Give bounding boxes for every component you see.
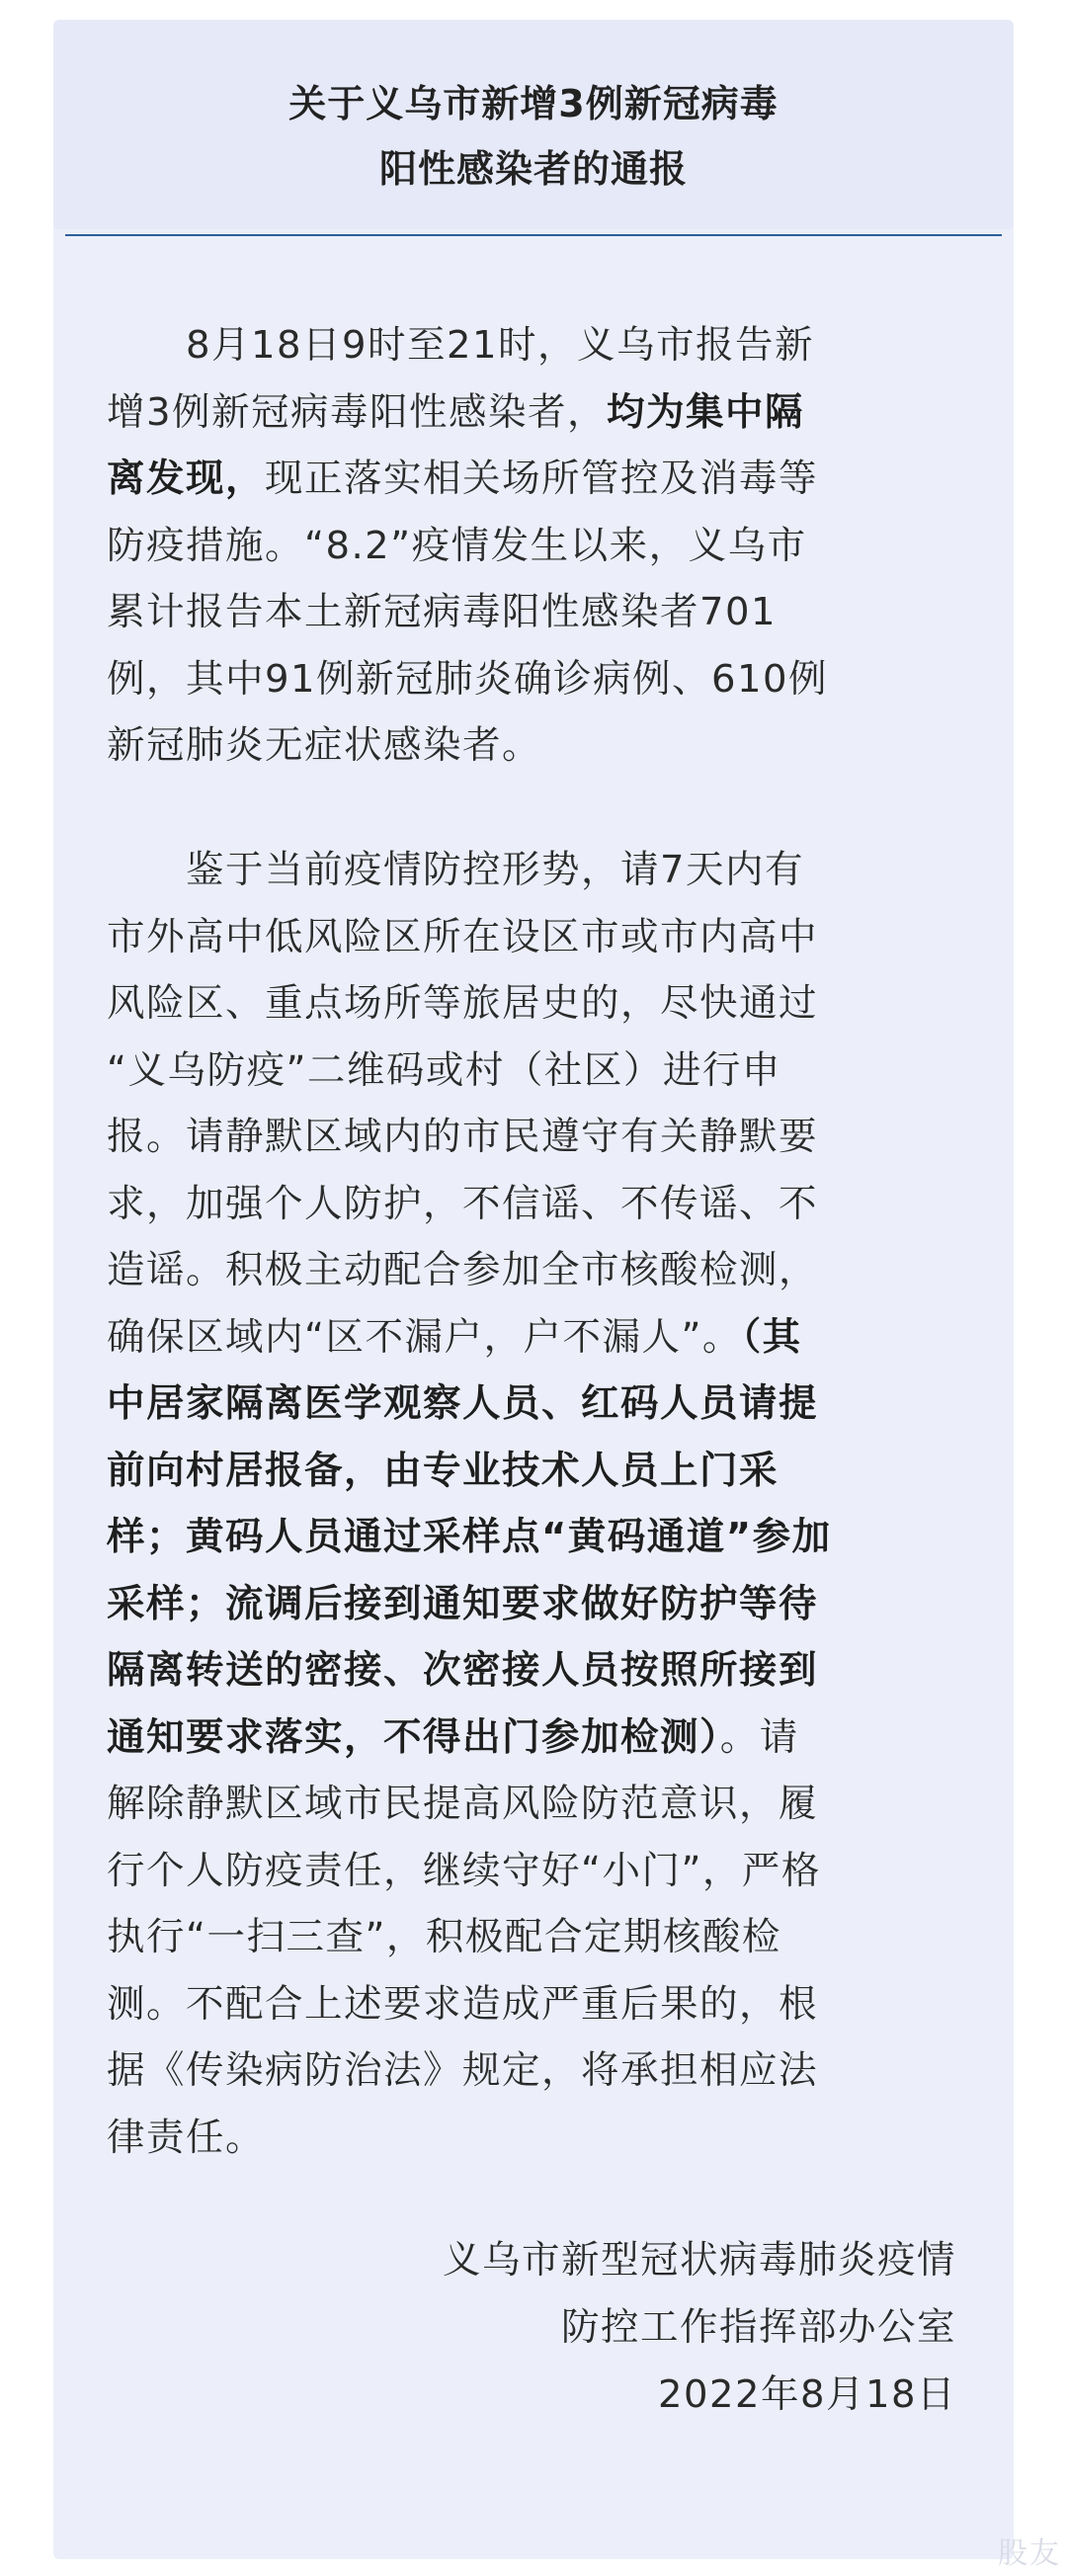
text-run: 现正落实相关场所管控及消毒等 <box>265 457 819 501</box>
issue-date: 2022年8月18日 <box>658 2372 956 2417</box>
watermark: 股友 <box>998 2536 1061 2571</box>
issuer-line-2: 防控工作指挥部办公室 <box>560 2305 956 2350</box>
text-line: 解除静默区域市民提高风险防范意识，履 <box>107 1782 819 1826</box>
text-line: 市外高中低风险区所在设区市或市内高中 <box>107 914 819 959</box>
text-run: 确保区域内“区不漏户，户不漏人”。 <box>107 1314 742 1360</box>
text-line: 累计报告本土新冠病毒阳性感染者701 <box>107 590 777 634</box>
bold-text-run: 隔离转送的密接、次密接人员按照所接到 <box>107 1648 819 1693</box>
bold-text-run: （其 <box>741 1314 802 1360</box>
signature-block <box>443 2227 956 2429</box>
text-line <box>107 1704 960 1772</box>
text-line: 律责任。 <box>107 2115 266 2160</box>
text-line: 报。请静默区域内的市民遵守有关静默要 <box>107 1115 819 1159</box>
text-line: 测。不配合上述要求造成严重后果的，根 <box>107 1981 819 2027</box>
title-divider <box>65 234 1002 236</box>
text-line <box>107 446 960 513</box>
text-line <box>107 1438 960 1505</box>
text-line: 据《传染病防治法》规定，将承担相应法 <box>107 2048 819 2093</box>
bold-text-run: 中居家隔离医学观察人员、红码人员请提 <box>107 1381 819 1426</box>
title-line-2: 阳性感染者的通报 <box>378 147 688 191</box>
text-line: 新冠肺炎无症状感染者。 <box>107 723 542 768</box>
notice-title <box>53 71 1014 202</box>
bold-text-run: 采样；流调后接到通知要求做好防护等待 <box>107 1581 819 1626</box>
issuer-line-1: 义乌市新型冠状病毒肺炎疫情 <box>442 2238 956 2283</box>
text-line: 造谣。积极主动配合参加全市核酸检测， <box>107 1248 819 1292</box>
text-run: 增3例新冠病毒阳性感染者， <box>107 389 607 435</box>
text-line <box>107 1571 960 1638</box>
text-line: 8月18日9时至21时，义乌市报告新 <box>107 323 814 368</box>
text-line: 防疫措施。“8.2”疫情发生以来，义乌市 <box>107 523 807 568</box>
text-line <box>107 379 960 447</box>
bold-text-run: 前向村居报备，由专业技术人员上门采 <box>107 1448 780 1493</box>
paragraph-case-report <box>107 312 960 780</box>
text-line: 例，其中91例新冠肺炎确诊病例、610例 <box>107 656 828 702</box>
text-run: 。请 <box>719 1714 799 1760</box>
title-line-1: 关于义乌市新增3例新冠病毒 <box>288 82 779 125</box>
text-line: 风险区、重点场所等旅居史的，尽快通过 <box>107 981 819 1026</box>
bold-text-run: 均为集中隔 <box>607 389 805 435</box>
text-line: 执行“一扫三查”，积极配合定期核酸检 <box>107 1915 781 1959</box>
paragraph-prevention-measures <box>107 837 960 2171</box>
text-line: 行个人防疫责任，继续守好“小门”，严格 <box>107 1848 821 1893</box>
text-line: 鉴于当前疫情防控形势，请7天内有 <box>107 848 804 892</box>
bold-text-run: 样；黄码人员通过采样点“黄码通道”参加 <box>107 1515 832 1559</box>
bold-text-run: 离发现， <box>107 457 266 501</box>
text-line <box>107 1304 960 1371</box>
text-line <box>107 1504 960 1571</box>
text-line <box>107 1371 960 1438</box>
bold-text-run: 通知要求落实，不得出门参加检测） <box>107 1714 720 1760</box>
text-line: 求，加强个人防护，不信谣、不传谣、不 <box>107 1181 819 1226</box>
text-line <box>107 1637 960 1704</box>
text-line: “义乌防疫”二维码或村（社区）进行申 <box>107 1047 781 1093</box>
